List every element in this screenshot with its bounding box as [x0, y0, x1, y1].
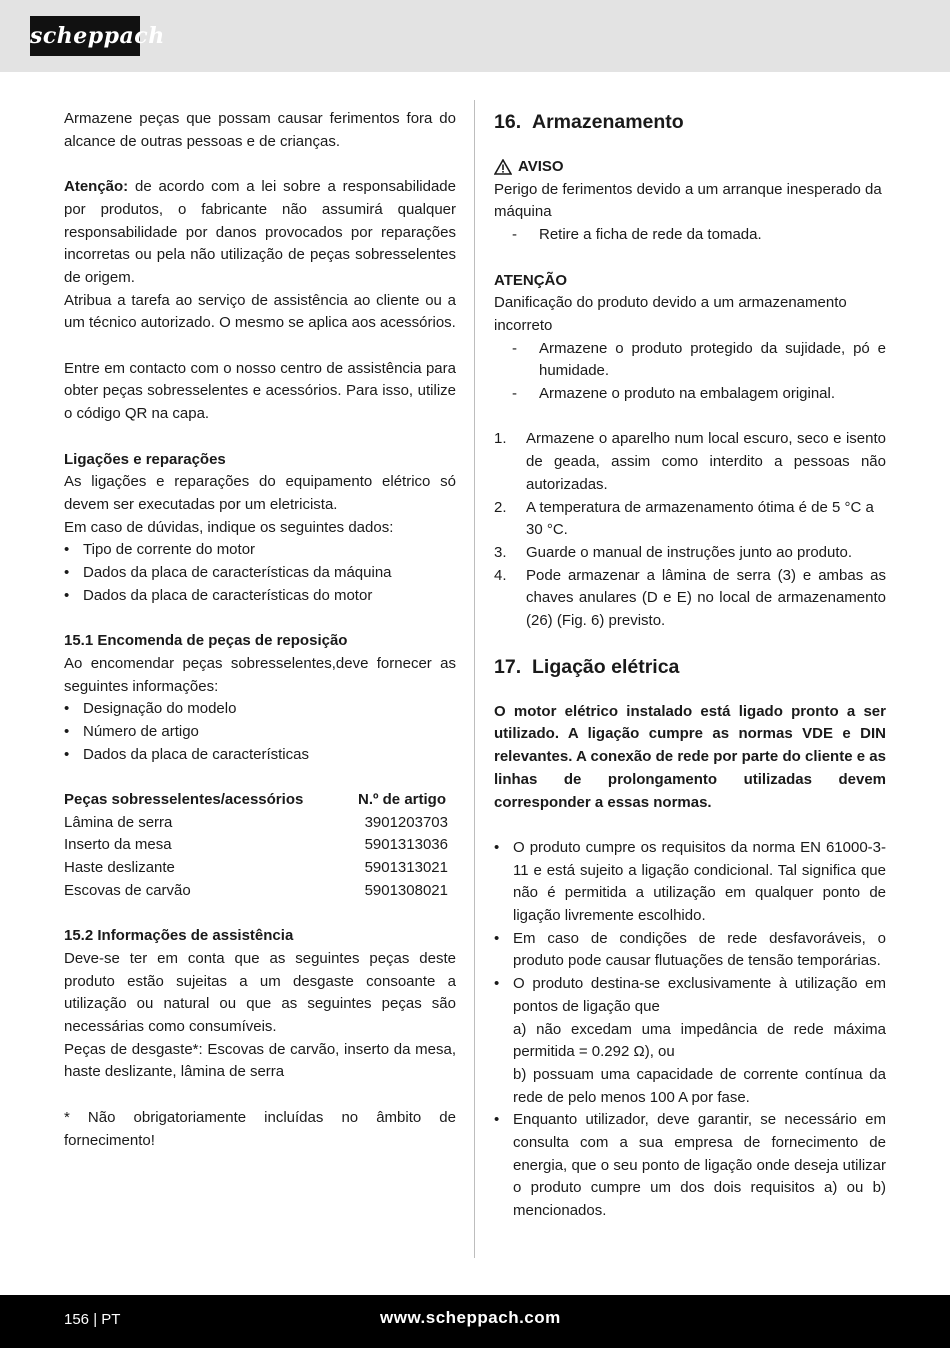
attention-label: ATENÇÃO	[494, 271, 568, 289]
part-name: Inserto da mesa	[64, 836, 172, 854]
list-item: • Em caso de condições de rede desfavoráveis, o produto pode causar flutuações de tensão temporárias.	[494, 928, 886, 973]
page-number: 156 | PT	[64, 1311, 121, 1328]
step-item: 1. Armazene o aparelho num local escuro, seco e isento de geada, assim como interdito a pessoas não autorizadas.	[494, 430, 886, 493]
attention-text: Danificação do produto devido a um armazenamento incorreto	[494, 294, 847, 334]
section-16-number: 16.	[494, 111, 522, 133]
section-17-intro: O motor elétrico instalado está ligado pronto a ser utilizado. A ligação cumpre as normas VDE e DIN relevantes. A conexão de rede por parte do cliente e as linhas de prolongamento utilizadas devem corresponder a essas normas.	[494, 702, 886, 811]
doubts-text: Em caso de dúvidas, indique os seguintes dados:	[64, 518, 394, 536]
part-name: Lâmina de serra	[64, 813, 173, 831]
table-row	[64, 834, 456, 857]
table-row	[64, 880, 456, 903]
column-divider	[474, 100, 475, 1258]
website-link[interactable]: www.scheppach.com	[380, 1308, 561, 1327]
list-item: • O produto destina-se exclusivamente à utilização em pontos de ligação que	[494, 973, 886, 1018]
footnote: * Não obrigatoriamente incluídas no âmbito de fornecimento!	[64, 1108, 456, 1149]
step-item: 4. Pode armazenar a lâmina de serra (3) e ambas as chaves anulares (D e E) no local de armazenamento (26) (Fig. 6) previsto.	[494, 566, 886, 630]
section-15-2-heading: 15.2 Informações de assistência	[64, 927, 294, 945]
list-subitem: a) não excedam uma impedância de rede máxima permitida = 0.292 Ω), ou	[513, 1020, 886, 1061]
parts-col-code: N.º de artigo	[358, 791, 446, 809]
part-name: Haste deslizante	[64, 859, 175, 877]
right-column	[494, 108, 886, 1223]
list-item: • Dados da placa de características	[64, 744, 456, 767]
section-15-1-text: Ao encomendar peças sobresselentes,deve fornecer as seguintes informações:	[64, 654, 456, 695]
section-16-heading	[494, 110, 886, 134]
section-15-2-text: Deve-se ter em conta que as seguintes peças deste produto estão sujeitas a um desgaste consoante a utilização ou natural ou que as seguintes peças são necessárias como consumíveis.	[64, 949, 456, 1036]
table-row	[64, 857, 456, 880]
step-item: 3. Guarde o manual de instruções junto ao produto.	[494, 543, 853, 561]
parts-table-header	[64, 789, 456, 812]
part-code: 5901313036	[364, 836, 448, 854]
liability-paragraph	[64, 176, 456, 290]
list-item: • Dados da placa de características do motor	[64, 585, 456, 608]
storage-warning-paragraph: Armazene peças que possam causar ferimentos fora do alcance de outras pessoas e de crianças.	[64, 110, 456, 150]
connections-text: As ligações e reparações do equipamento elétrico só devem ser executadas por um eletricista.	[64, 473, 456, 513]
list-item: • O produto cumpre os requisitos da norma EN 61000-3-11 e está sujeito a ligação condicional. Tal significa que não é permitida a utilização em qualquer ponto de ligação livremente escolhido.	[494, 837, 886, 928]
service-paragraph: Atribua a tarefa ao serviço de assistência ao cliente ou a um técnico autorizado. O mesmo se aplica aos acessórios.	[64, 291, 456, 332]
step-item: 2. A temperatura de armazenamento ótima é de 5 °C a 30 °C.	[494, 498, 874, 539]
brand-logo: scheppach	[30, 16, 140, 56]
liability-label: Atenção:	[64, 178, 129, 196]
list-item: • Número de artigo	[64, 721, 456, 744]
section-17-title: Ligação elétrica	[532, 655, 680, 678]
table-row	[64, 812, 456, 835]
list-item: • Designação do modelo	[64, 698, 456, 721]
section-17-number: 17.	[494, 655, 522, 678]
section-17-heading	[494, 655, 886, 679]
contact-paragraph: Entre em contacto com o nosso centro de assistência para obter peças sobresselentes e acessórios. Para isso, utilize o código QR na capa.	[64, 359, 456, 423]
page-footer	[0, 1295, 950, 1348]
list-item: - Armazene o produto protegido da sujidade, pó e humidade.	[512, 339, 886, 380]
list-item: • Dados da placa de características da máquina	[64, 562, 456, 585]
warning-triangle-icon	[494, 159, 512, 175]
section-16-title: Armazenamento	[532, 111, 684, 133]
part-code: 5901308021	[364, 881, 448, 899]
page-header	[0, 0, 950, 72]
list-item: • Tipo de corrente do motor	[64, 539, 456, 562]
list-item: - Retire a ficha de rede da tomada.	[512, 226, 762, 244]
wear-parts-text: Peças de desgaste*: Escovas de carvão, inserto da mesa, haste deslizante, lâmina de serra	[64, 1040, 456, 1081]
warning-label-text: AVISO	[518, 158, 564, 175]
part-code: 5901313021	[364, 859, 448, 877]
warning-label	[494, 156, 886, 179]
connections-heading: Ligações e reparações	[64, 450, 226, 468]
parts-col-name: Peças sobresselentes/acessórios	[64, 791, 304, 809]
part-name: Escovas de carvão	[64, 881, 191, 899]
warning-text: Perigo de ferimentos devido a um arranque inesperado da máquina	[494, 180, 882, 221]
left-column	[64, 108, 456, 1152]
list-item: - Armazene o produto na embalagem original.	[512, 385, 836, 403]
list-item: • Enquanto utilizador, deve garantir, se necessário em consulta com a sua empresa de fornecimento de energia, que o seu ponto de ligação onde deseja utilizar o produto cumpre um dos dois requisitos a) ou b) mencionados.	[494, 1109, 886, 1223]
part-code: 3901203703	[364, 813, 448, 831]
liability-text: de acordo com a lei sobre a responsabilidade por produtos, o fabricante não assumirá qualquer responsabilidade por danos provocados por reparações incorretas ou pela não utilização de peças sobresselentes de origem.	[64, 178, 456, 286]
section-15-1-heading: 15.1 Encomenda de peças de reposição	[64, 632, 348, 650]
list-subitem: b) possuam uma capacidade de corrente contínua da rede de pelo menos 100 A por fase.	[513, 1065, 886, 1106]
